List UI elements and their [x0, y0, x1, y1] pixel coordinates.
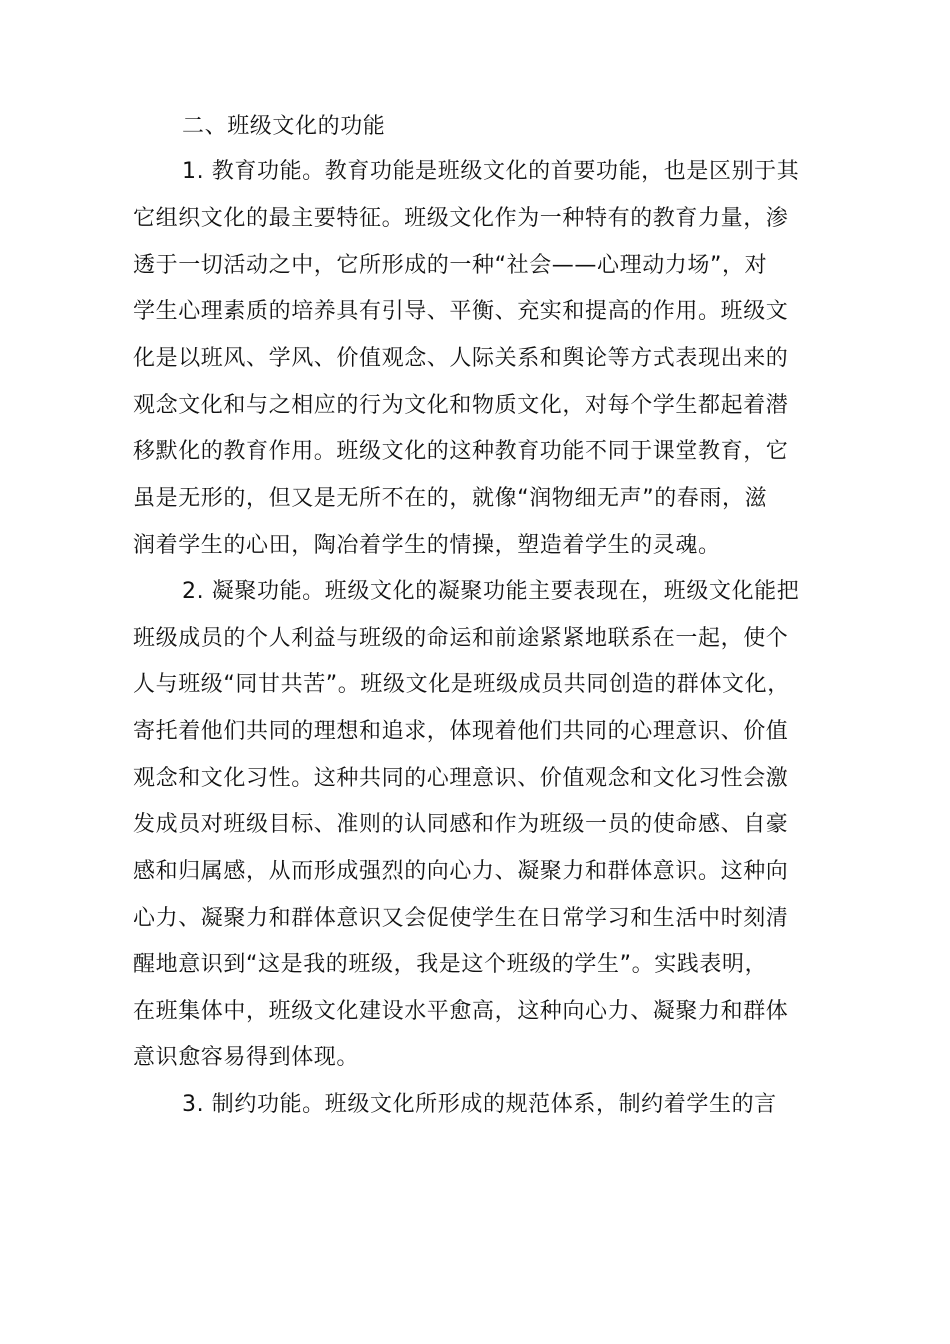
paragraph-line: 感和归属感，从而形成强烈的向心力、凝聚力和群体意识。这种向	[133, 859, 789, 884]
paragraph-line: 1. 教育功能。教育功能是班级文化的首要功能，也是区别于其	[182, 159, 800, 184]
paragraph-line: 人与班级“同甘共苦”。班级文化是班级成员共同创造的群体文化，	[133, 672, 790, 697]
paragraph-line: 润着学生的心田，陶冶着学生的情操，塑造着学生的灵魂。	[133, 533, 721, 558]
paragraph-line: 醒地意识到“这是我的班级，我是这个班级的学生”。实践表明，	[133, 952, 768, 977]
paragraph-line: 透于一切活动之中，它所形成的一种“社会——心理动力场”，对	[133, 253, 768, 278]
paragraph-line: 观念文化和与之相应的行为文化和物质文化，对每个学生都起着潜	[133, 393, 789, 418]
paragraph-line: 3. 制约功能。班级文化所形成的规范体系，制约着学生的言	[182, 1092, 777, 1117]
paragraph-line: 班级成员的个人利益与班级的命运和前途紧紧地联系在一起，使个	[133, 626, 789, 651]
paragraph-line: 虽是无形的，但又是无所不在的，就像“润物细无声”的春雨，滋	[133, 486, 768, 511]
paragraph-line: 移默化的教育作用。班级文化的这种教育功能不同于课堂教育，它	[133, 439, 789, 464]
section-heading: 二、班级文化的功能	[182, 114, 386, 139]
paragraph-line: 心力、凝聚力和群体意识又会促使学生在日常学习和生活中时刻清	[133, 906, 789, 931]
paragraph-line: 观念和文化习性。这种共同的心理意识、价值观念和文化习性会激	[133, 766, 789, 791]
paragraph-line: 寄托着他们共同的理想和追求，体现着他们共同的心理意识、价值	[133, 719, 789, 744]
paragraph-line: 在班集体中，班级文化建设水平愈高，这种向心力、凝聚力和群体	[133, 999, 789, 1024]
paragraph-line: 意识愈容易得到体现。	[133, 1045, 360, 1070]
paragraph-line: 发成员对班级目标、准则的认同感和作为班级一员的使命感、自豪	[133, 812, 789, 837]
paragraph-line: 学生心理素质的培养具有引导、平衡、充实和提高的作用。班级文	[133, 299, 789, 324]
paragraph-line: 化是以班风、学风、价值观念、人际关系和舆论等方式表现出来的	[133, 346, 789, 371]
paragraph-line: 它组织文化的最主要特征。班级文化作为一种特有的教育力量，渗	[133, 206, 789, 231]
paragraph-line: 2. 凝聚功能。班级文化的凝聚功能主要表现在，班级文化能把	[182, 579, 800, 604]
